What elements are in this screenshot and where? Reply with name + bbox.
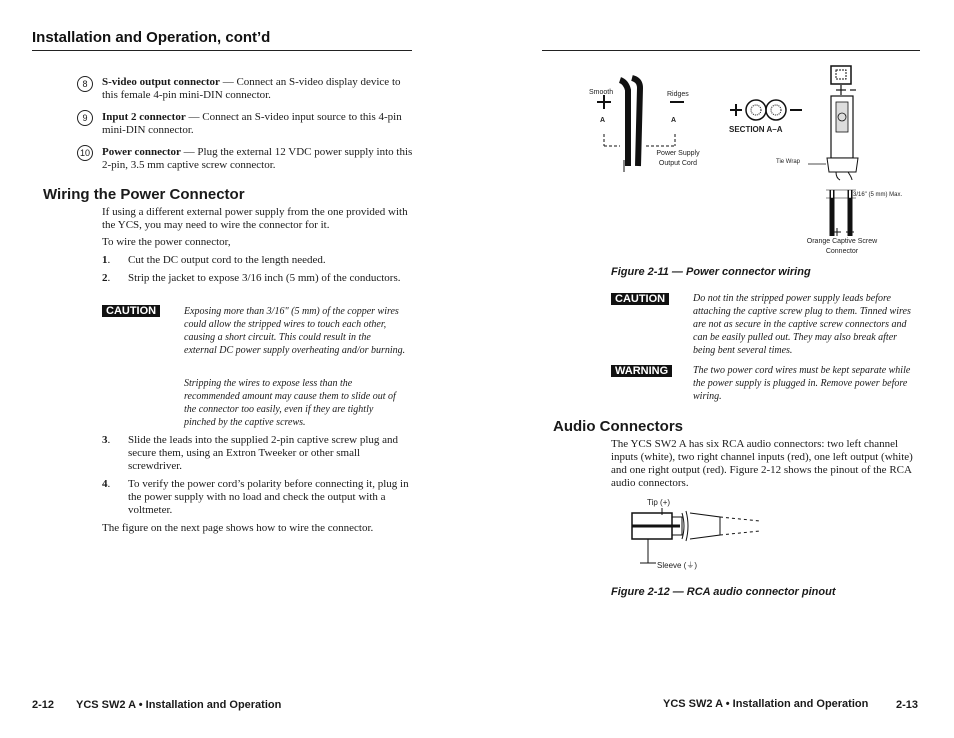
section-title-wiring: Wiring the Power Connector xyxy=(43,186,245,203)
item-s-video-output xyxy=(102,76,414,102)
step-text: To verify the power cord’s polarity before connecting it, plug in the power supply with no load and check the output with a voltmeter. xyxy=(128,478,409,516)
item-text: — Connect an S-video input source to this 4-pin mini-DIN connector. xyxy=(102,111,402,136)
label-smooth: Smooth xyxy=(589,89,614,96)
label-power-supply-cord: Power Supply Output Cord xyxy=(656,150,700,167)
caution-text-left-2: Stripping the wires to expose less than the recommended amount may cause them to slide out of the connector too easily, even if they are tightly pinched by the captive screws. xyxy=(184,378,396,428)
header-rule-right xyxy=(542,50,920,51)
item-term: Input 2 connector xyxy=(102,111,186,123)
footer-title-right: YCS SW2 A • Installation and Operation xyxy=(663,698,869,710)
item-text: — Plug the external 12 VDC power supply into this 2-pin, 3.5 mm captive screw connector. xyxy=(102,146,413,171)
label-sleeve: Sleeve (⏚) xyxy=(657,561,698,570)
label-captive-screw-connector: Orange Captive Screw Connector xyxy=(806,238,878,255)
step-number: 2. xyxy=(102,272,111,284)
warning-badge: WARNING xyxy=(611,365,672,377)
header-rule-left xyxy=(32,50,412,51)
item-term: S-video output connector xyxy=(102,76,220,88)
footer-page-left: 2-12 xyxy=(32,699,55,711)
step-text: Slide the leads into the supplied 2-pin captive screw plug and secure them, using an Extron Tweeker or other small screwdriver. xyxy=(128,434,399,472)
label-max-strip: 3/16" (5 mm) Max. xyxy=(853,192,903,198)
item-term: Power connector xyxy=(102,146,181,158)
item-number-9: 9 xyxy=(77,110,93,126)
caution-badge-right: CAUTION xyxy=(611,293,669,305)
item-number-10: 10 xyxy=(77,145,93,161)
figure-2-11-caption: Figure 2-11 — Power connector wiring xyxy=(611,266,811,278)
label-a-right: A xyxy=(671,117,677,124)
step-number: 4. xyxy=(102,478,111,490)
audio-paragraph: The YCS SW2 A has six RCA audio connectors: two left channel inputs (white), two right channel inputs (red), one left output (white) and one right output (red). Figure 2-12 shows the pinout of the RCA audio connectors. xyxy=(611,438,913,489)
to-wire-text: To wire the power connector, xyxy=(102,236,231,248)
rca-connector-figure xyxy=(620,495,820,580)
caution-badge-left: CAUTION xyxy=(102,305,160,317)
step-number: 1. xyxy=(102,254,111,266)
section-title-audio: Audio Connectors xyxy=(553,418,683,435)
step-text: Strip the jacket to expose 3/16 inch (5 mm) of the conductors. xyxy=(128,272,401,284)
label-tie-wrap: Tie Wrap xyxy=(776,159,801,165)
step-number: 3. xyxy=(102,434,111,446)
item-input-2 xyxy=(102,111,414,137)
power-connector-wiring-figure xyxy=(580,60,920,265)
caution-text-left-1: Exposing more than 3/16" (5 mm) of the copper wires could allow the stripped wires to touch each other, causing a short circuit. This could result in the external DC power supply overheating and/or burning. xyxy=(184,306,406,356)
figure-2-12-caption: Figure 2-12 — RCA audio connector pinout xyxy=(611,586,836,598)
stripped-leads-illustration xyxy=(826,190,856,236)
label-a-left: A xyxy=(600,117,606,124)
section-aa-illustration xyxy=(730,100,802,120)
label-ridges: Ridges xyxy=(667,91,689,98)
item-text: — Connect an S-video display device to this female 4-pin mini-DIN connector. xyxy=(102,76,401,101)
label-tip: Tip (+) xyxy=(647,498,671,507)
item-power-connector xyxy=(102,146,414,172)
item-number-8: 8 xyxy=(77,76,93,92)
warning-text: The two power cord wires must be kept separate while the power supply is plugged in. Remove power before wiring. xyxy=(693,365,911,402)
intro-paragraph: If using a different external power supply from the one provided with the YCS, you may need to wire the connector for it. xyxy=(102,206,408,231)
page-header-left: Installation and Operation, cont’d xyxy=(32,29,271,46)
label-section-aa: SECTION A–A xyxy=(729,125,783,134)
captive-screw-connector-illustration xyxy=(808,66,858,180)
caution-text-right: Do not tin the stripped power supply leads before attaching the captive screw plug to them. Tinned wires are not as secure in the captive screw connectors and can be easily pulled out. They may also break after being bent several times. xyxy=(693,293,911,356)
footer-title-left: YCS SW2 A • Installation and Operation xyxy=(76,699,282,711)
footer-page-right: 2-13 xyxy=(896,699,919,711)
power-cord-illustration xyxy=(620,78,640,172)
closing-paragraph: The figure on the next page shows how to wire the connector. xyxy=(102,522,374,534)
step-text: Cut the DC output cord to the length needed. xyxy=(128,254,326,266)
